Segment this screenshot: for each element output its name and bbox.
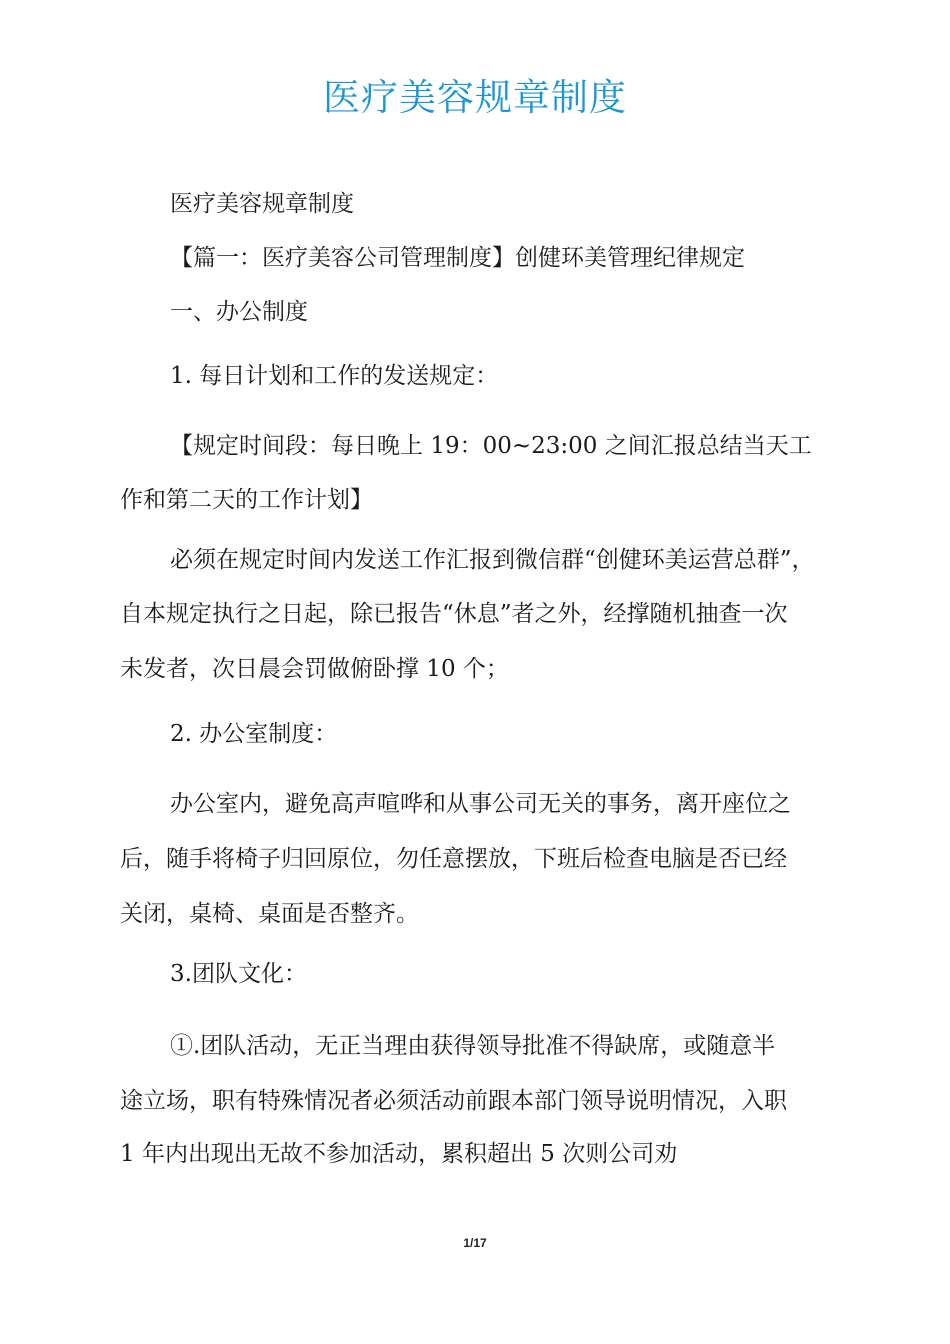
paragraph-line: 途立场，职有特殊情况者必须活动前跟本部门领导说明情况，入职	[120, 1088, 787, 1114]
paragraph-line: 【规定时间段：每日晚上 19：00~23:00 之间汇报总结当天工	[170, 433, 812, 459]
paragraph-line: 办公室内，避免高声喧哗和从事公司无关的事务，离开座位之	[170, 791, 791, 817]
section-title-article-one: 【篇一：医疗美容公司管理制度】创健环美管理纪律规定	[170, 245, 745, 271]
paragraph-line: 未发者，次日晨会罚做俯卧撑 10 个；	[120, 656, 509, 682]
doc-heading-repeat: 医疗美容规章制度	[170, 191, 354, 217]
paragraph-line: ①.团队活动，无正当理由获得领导批准不得缺席，或随意半	[170, 1033, 776, 1059]
item-heading-office: 2. 办公室制度：	[170, 721, 338, 747]
page-title: 医疗美容规章制度	[323, 76, 627, 119]
section-heading-office-rules: 一、办公制度	[170, 299, 308, 325]
item-heading-daily-plan: 1. 每日计划和工作的发送规定：	[170, 363, 499, 389]
paragraph-line: 1 年内出现出无故不参加活动，累积超出 5 次则公司劝	[120, 1141, 678, 1167]
paragraph-line: 关闭，桌椅、桌面是否整齐。	[120, 901, 419, 927]
paragraph-line: 自本规定执行之日起，除已报告“休息”者之外，经撑随机抽查一次	[120, 601, 788, 627]
paragraph-line: 必须在规定时间内发送工作汇报到微信群“创健环美运营总群”，	[170, 547, 815, 573]
page-number: 1/17	[463, 1236, 487, 1250]
item-heading-team-culture: 3.团队文化：	[170, 961, 307, 987]
paragraph-line: 作和第二天的工作计划】	[120, 487, 373, 513]
paragraph-line: 后，随手将椅子归回原位，勿任意摆放，下班后检查电脑是否已经	[120, 846, 787, 872]
